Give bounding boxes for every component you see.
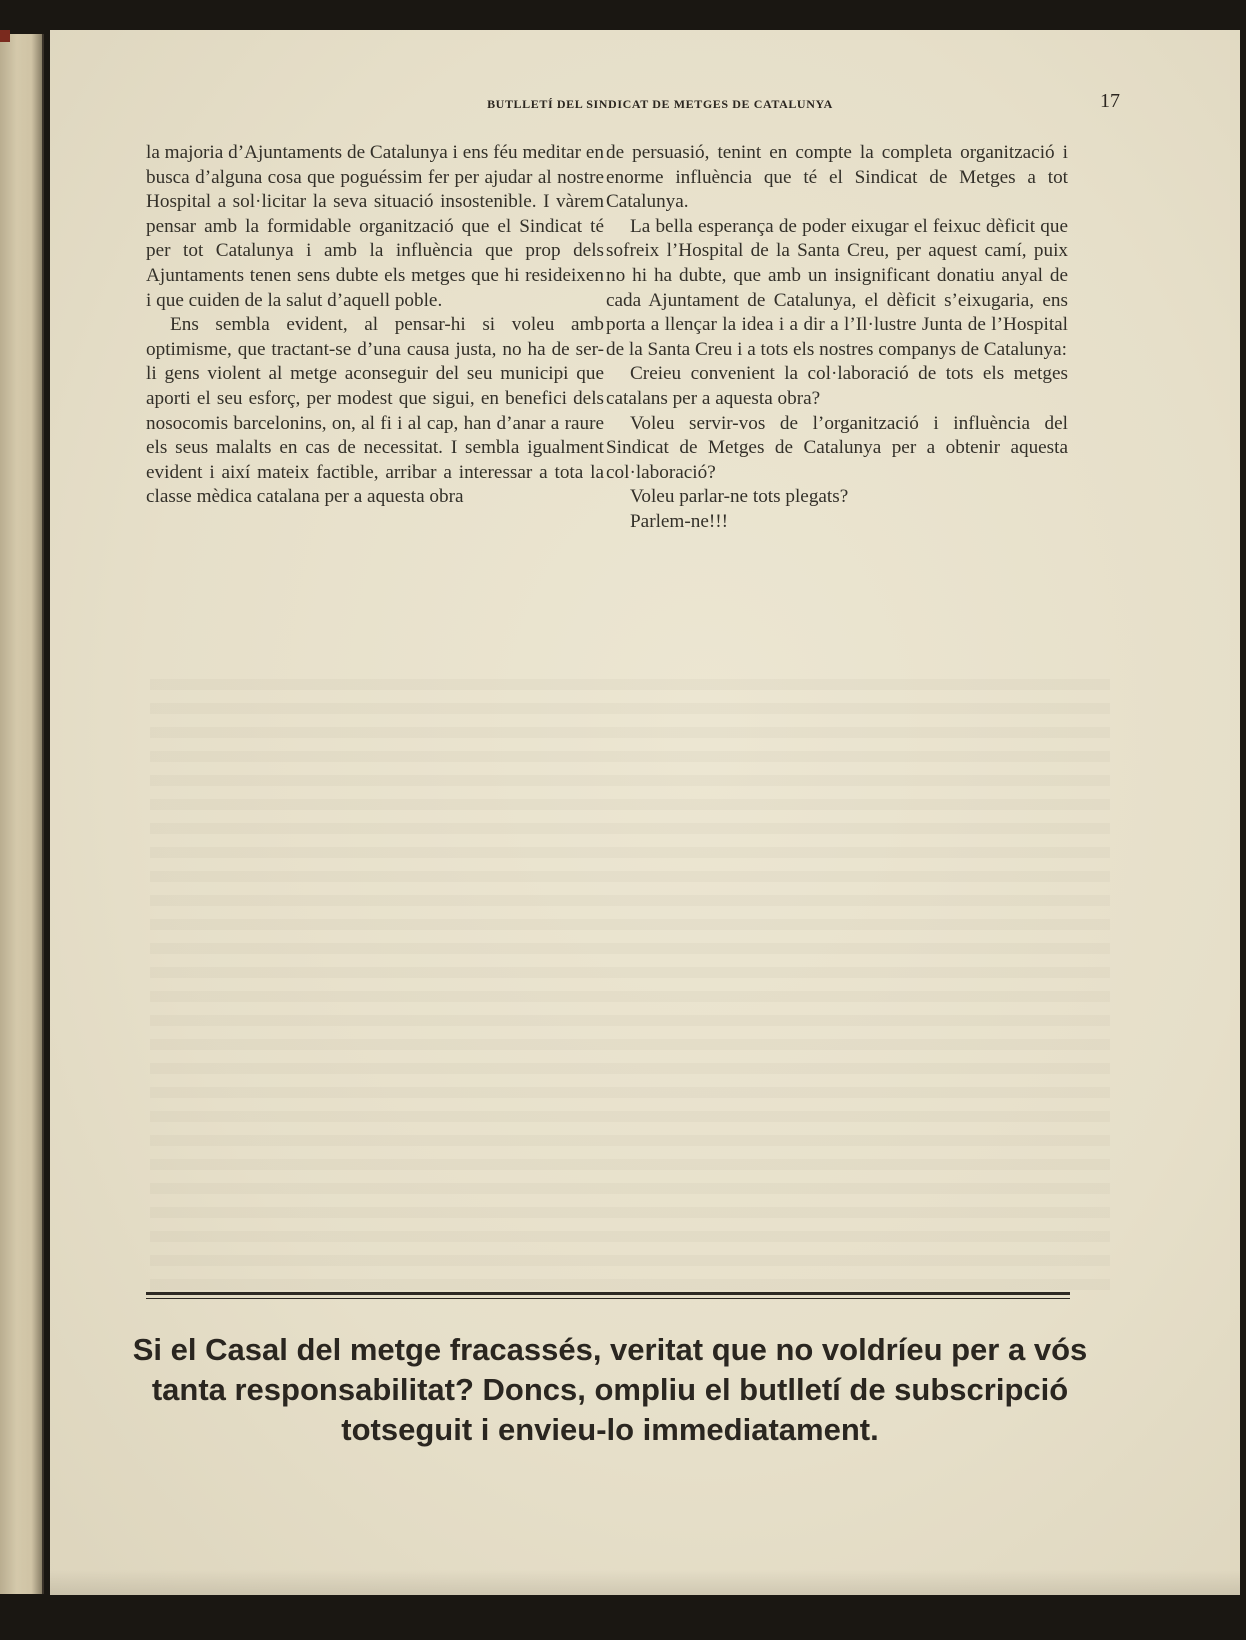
paragraph: la majoria d’Ajuntaments de Catalunya i ens féu meditar en busca d’alguna cosa que poguéssim fer per ajudar al nostre Hospital a sol·licitar la seva situació insostenible. I vàrem pensar amb la formidable organització que el Sindicat té per tot Catalunya i amb la influència que prop dels Ajuntaments tenen sens dubte els metges que hi resideixen i que cuiden de la salut d’aquell poble.	[146, 142, 604, 311]
notice-line: totseguit i envieu-lo immediatament.	[341, 1412, 879, 1447]
divider-thin	[146, 1298, 1070, 1299]
document-page	[50, 30, 1240, 1595]
running-title: BUTLLETÍ DEL SINDICAT DE METGES DE CATALUNYA	[487, 97, 833, 111]
binding-mark	[0, 30, 10, 42]
page-shadow	[50, 1570, 1240, 1595]
paragraph: Creieu convenient la col·laboració de tots els metges catalans per a aquesta obra?	[606, 363, 1068, 409]
right-column	[606, 141, 1068, 535]
paragraph: Voleu parlar-ne tots plegats?	[630, 486, 849, 508]
notice-line: tanta responsabilitat? Doncs, ompliu el butlletí de subscripció	[151, 1372, 1069, 1407]
show-through-texture	[150, 670, 1110, 1290]
divider-thick	[146, 1292, 1070, 1295]
left-column	[146, 141, 604, 510]
notice-line: Si el Casal del metge fracassés, veritat que no voldríeu per a vós	[132, 1332, 1088, 1367]
paragraph: La bella esperança de poder eixugar el feixuc dèficit que sofreix l’Hospital de la Santa Creu, per aquest camí, puix no hi ha dubte, que amb un insignificant donatiu anyal de cada Ajuntament de Catalunya, el dèficit s’eixugaria, ens porta a llençar la idea i a dir a l’Il·lustre Junta de l’Hospital de la Santa Creu i a tots els nostres companys de Catalunya:	[606, 215, 1068, 360]
paragraph: Parlem-ne!!!	[630, 510, 729, 532]
subscription-notice	[130, 1330, 1090, 1450]
facing-page-edge	[0, 34, 44, 1594]
paragraph: Ens sembla evident, al pensar-hi si voleu amb optimisme, que tractant-se d’una causa justa, no ha de ser-li gens violent al metge aconseguir del seu municipi que aporti el seu esforç, per modest que sigui, en benefici dels nosocomis barcelonins, on, al fi i al cap, han d’anar a raure els seus malalts en cas de necessitat. I sembla igualment evident i així mateix factible, arribar a interessar a tota la classe mèdica catalana per a aquesta obra	[146, 314, 604, 508]
page-number: 17	[1100, 90, 1120, 112]
paragraph: Voleu servir-vos de l’organització i influència del Sindicat de Metges de Catalunya per a obtenir aquesta col·laboració?	[606, 412, 1068, 483]
paragraph: de persuasió, tenint en compte la completa organització i enorme influència que té el Sindicat de Metges a tot Catalunya.	[606, 142, 1068, 213]
